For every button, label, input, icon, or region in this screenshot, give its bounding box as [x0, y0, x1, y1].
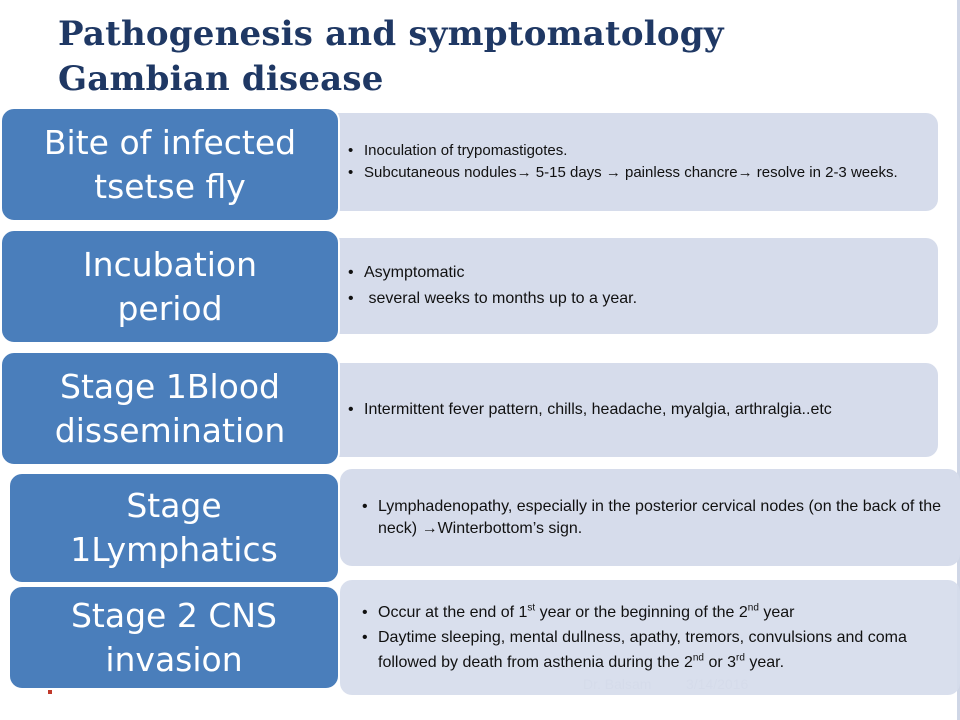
- superscript-text: st: [527, 602, 536, 614]
- stage-label-line-1: Stage 1Blood: [60, 366, 280, 406]
- stage-bullets: [364, 399, 938, 421]
- stage-label-line-2: period: [117, 288, 223, 328]
- bullet-item: • Asymptomatic: [364, 260, 938, 286]
- stage-label-line-2: 1Lymphatics: [70, 530, 278, 569]
- bullet-text: Daytime sleeping, mental dullness, apathy, tremors, convulsions and coma followed by death from asthenia during the 2: [378, 629, 907, 671]
- bullet-text: or 3: [704, 654, 737, 671]
- stage-label-lymphatics: [8, 472, 340, 584]
- bullet-item: [378, 600, 952, 625]
- stage-label-incubation: [0, 229, 340, 344]
- stage-panel-lymphatics: [340, 469, 960, 566]
- stage-label-cns: [8, 585, 340, 690]
- stage-label-line-2: tsetse fly: [94, 166, 246, 206]
- stage-label-bite: [0, 107, 340, 222]
- bullet-item: • Subcutaneous nodules→ 5-15 days → painless chancre→ resolve in 2-3 weeks.: [364, 162, 938, 184]
- stage-panel-bite: [326, 113, 938, 211]
- slide-title-line-1: Pathogenesis and symptomatology: [58, 14, 724, 54]
- slide-title: [58, 12, 724, 102]
- stage-label-line-1: Stage: [126, 486, 222, 525]
- stage-bullets: [378, 600, 952, 675]
- bullet-text: year or the beginning of the 2: [535, 604, 748, 621]
- stage-label-blood: [0, 351, 340, 466]
- bullet-item: • Inoculation of trypomastigotes.: [364, 140, 938, 162]
- bullet-text: year: [758, 604, 795, 621]
- stage-label-line-1: Bite of infected: [43, 122, 297, 162]
- stage-label-line-2: dissemination: [54, 410, 286, 450]
- superscript-text: nd: [692, 652, 704, 664]
- stage-bullets: [378, 496, 960, 540]
- bullet-text: Occur at the end of 1: [378, 604, 528, 621]
- stage-label-line-1: Incubation: [82, 244, 258, 284]
- bullet-text: year.: [744, 654, 785, 671]
- stage-panel-incubation: [326, 238, 938, 334]
- bullet-item: • Lymphadenopathy, especially in the posterior cervical nodes (on the back of the neck) →Winterbottom’s sign.: [378, 496, 960, 540]
- superscript-text: nd: [747, 602, 759, 614]
- bullet-item: • Intermittent fever pattern, chills, headache, myalgia, arthralgia..etc: [364, 399, 938, 421]
- bullet-item: [378, 625, 952, 675]
- stage-label-line-1: Stage 2 CNS: [70, 595, 277, 635]
- bullet-item: • several weeks to months up to a year.: [364, 286, 938, 312]
- stage-bullets: [364, 260, 938, 312]
- stage-panel-cns: [340, 580, 960, 695]
- stage-bullets: [364, 140, 938, 184]
- stage-label-line-2: invasion: [105, 639, 243, 679]
- slide-title-line-2: Gambian disease: [58, 59, 384, 99]
- superscript-text: rd: [736, 652, 745, 664]
- stage-panel-blood: [326, 363, 938, 457]
